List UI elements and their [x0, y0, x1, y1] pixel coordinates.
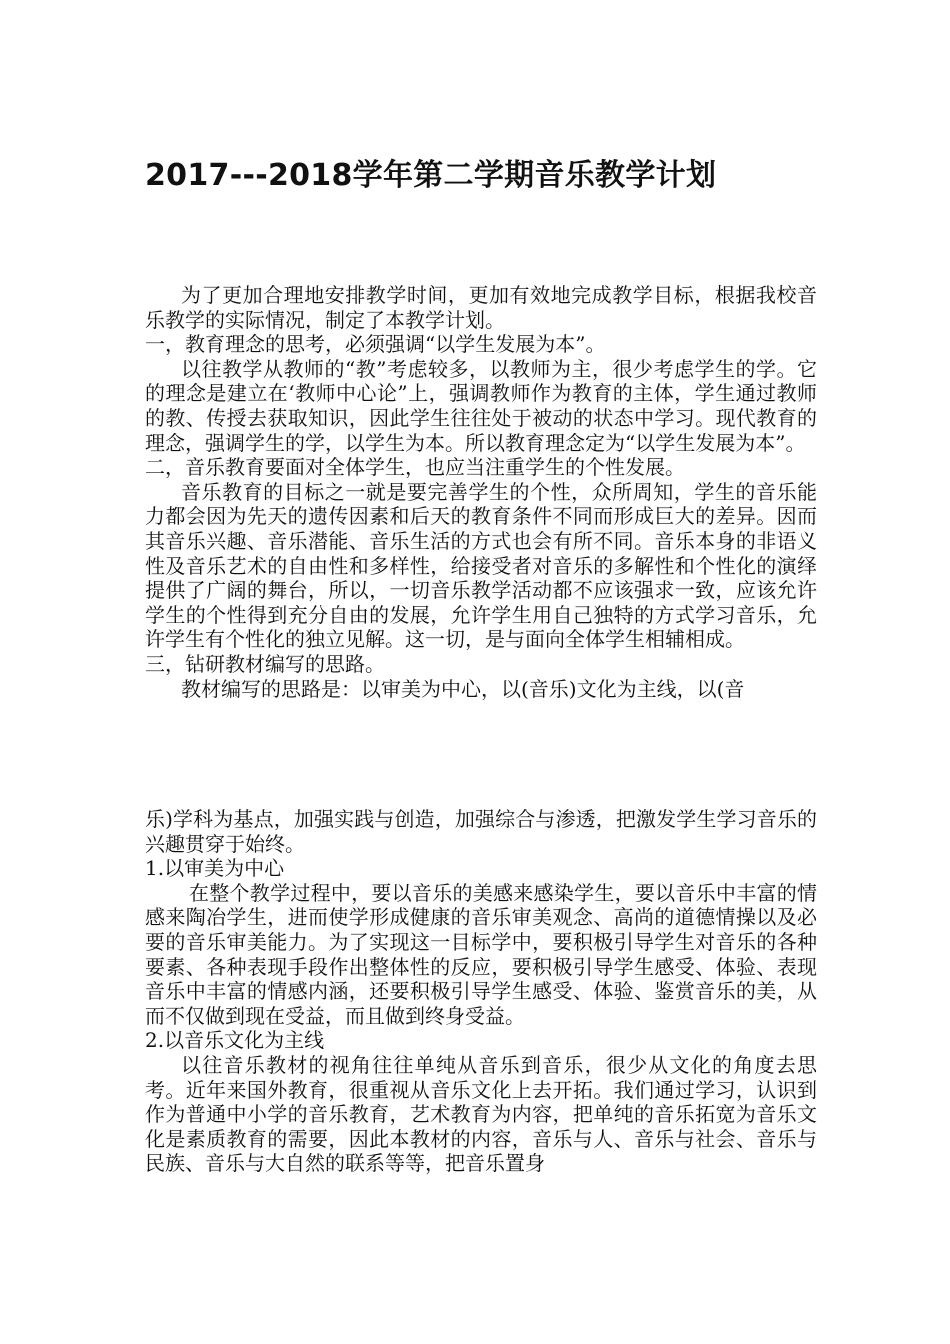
subsection-1-paragraph: 在整个教学过程中，要以音乐的美感来感染学生，要以音乐中丰富的情感来陶冶学生，进而使学形成健康的音乐审美观念、高尚的道德情操以及必要的音乐审美能力。为了实现这一目标学中，要积极引导学生对音乐的各种要素、各种表现手段作出整体性的反应，要积极引导学生感受、体验、表现音乐中丰富的情感内涵，还要积极引导学生感受、体验、鉴赏音乐的美，从而不仅做到现在受益，而且做到终身受益。 — [145, 880, 817, 1028]
subsection-2-paragraph: 以往音乐教材的视角往往单纯从音乐到音乐，很少从文化的角度去思考。近年来国外教育，很重视从音乐文化上去开拓。我们通过学习，认识到作为普通中小学的音乐教育，艺术教育为内容，把单纯的音乐拓宽为音乐文化是素质教育的需要，因此本教材的内容，音乐与人、音乐与社会、音乐与民族、音乐与大自然的联系等等，把音乐置身 — [145, 1052, 817, 1176]
section-heading-3: 三，钻研教材编写的思路。 — [145, 651, 385, 676]
subsection-heading-1: 1.以审美为中心 — [145, 856, 285, 881]
section-heading-2: 二，音乐教育要面对全体学生，也应当注重学生的个性发展。 — [145, 455, 685, 480]
subsection-heading-2: 2.以音乐文化为主线 — [145, 1028, 325, 1053]
section-heading-1: 一，教育理念的思考，必须强调“以学生发展为本”。 — [145, 332, 606, 357]
section-1-paragraph: 以往教学从教师的“教”考虑较多，以教师为主，很少考虑学生的学。它的理念是建立在‘教师中心论”上，强调教师作为教育的主体，学生通过教师的教、传授去获取知识，因此学生往往处于被动的状态中学习。现代教育的理念，强调学生的学，以学生为本。所以教育理念定为“以学生发展为本”。 — [145, 356, 817, 455]
intro-paragraph: 为了更加合理地安排教学时间，更加有效地完成教学目标，根据我校音乐教学的实际情况，制定了本教学计划。 — [145, 283, 817, 332]
text-block-lower — [145, 807, 817, 1176]
document-title: 2017---2018学年第二学期音乐教学计划 — [145, 158, 717, 193]
section-2-paragraph: 音乐教育的目标之一就是要完善学生的个性，众所周知，学生的音乐能力都会因为先天的遗传因素和后天的教育条件不同而形成巨大的差异。因而其音乐兴趣、音乐潜能、音乐生活的方式也会有所不同。音乐本身的非语义性及音乐艺术的自由性和多样性，给接受者对音乐的多解性和个性化的演绎提供了广阔的舞台，所以，一切音乐教学活动都不应该强求一致，应该允许学生的个性得到充分自由的发展，允许学生用自己独特的方式学习音乐，允许学生有个性化的独立见解。这一切，是与面向全体学生相辅相成。 — [145, 479, 817, 652]
section-3-paragraph-continued: 乐)学科为基点，加强实践与创造，加强综合与渗透，把激发学生学习音乐的兴趣贯穿于始终。 — [145, 807, 817, 856]
section-3-paragraph-start: 教材编写的思路是：以审美为中心，以(音乐)文化为主线，以(音 — [181, 676, 745, 701]
text-block-upper — [145, 283, 817, 701]
